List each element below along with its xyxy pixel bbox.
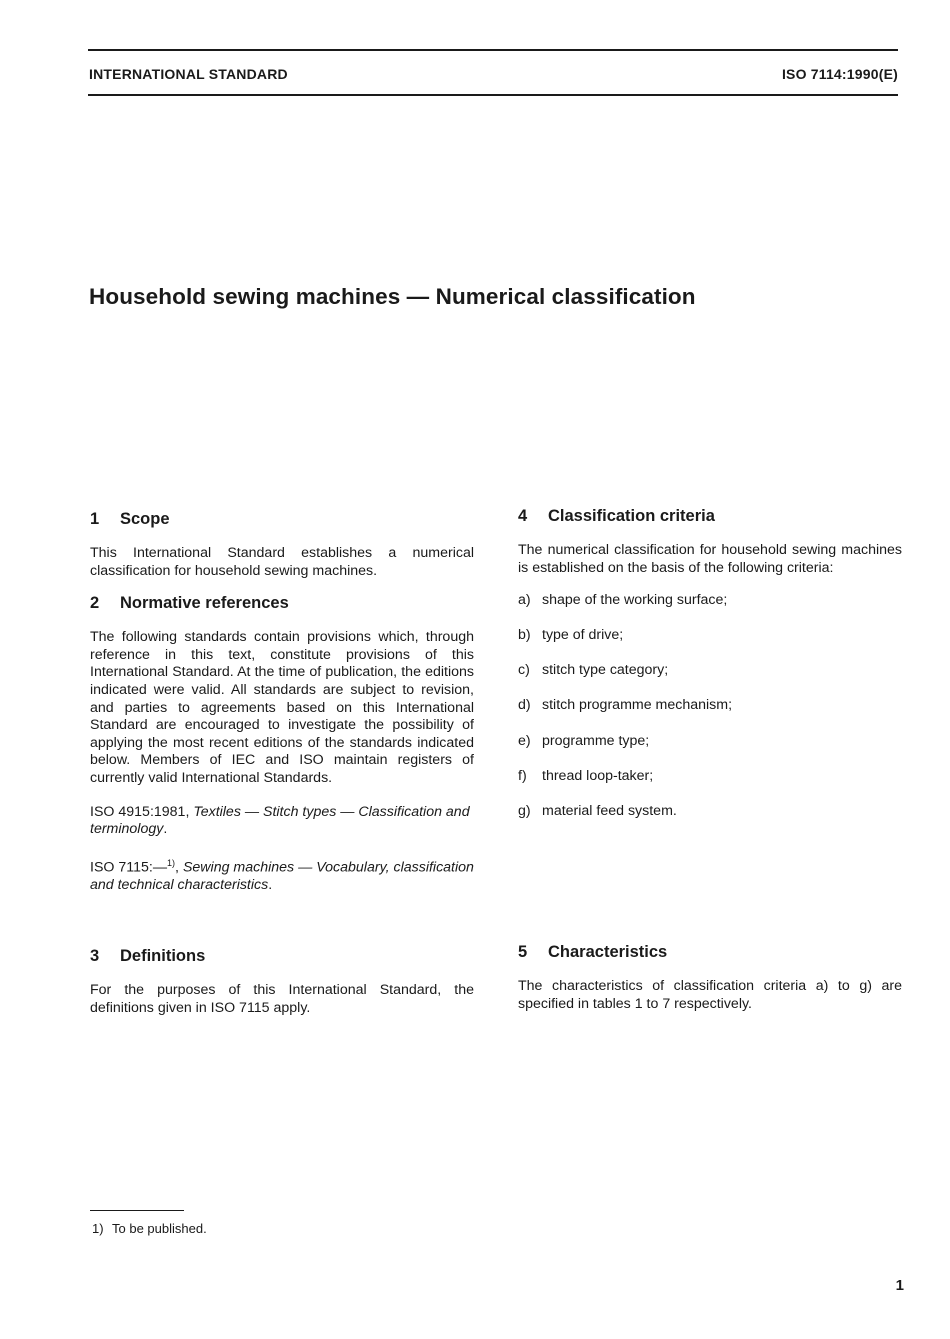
section-heading: 3 Definitions (90, 947, 206, 965)
scope-text: This International Standard establishes a numerical classification for household sewing machines. (90, 545, 474, 579)
standard-number: ISO 7114:1990(E) (781, 66, 898, 82)
header-rule-bottom (88, 94, 898, 96)
list-item: b) type of drive; (518, 627, 624, 644)
left-column (90, 510, 474, 895)
characteristics-text: The characteristics of classification criteria a) to g) are specified in tables 1 to 7 respectively. (518, 978, 902, 1012)
list-item: g) material feed system. (518, 802, 677, 819)
section-heading: 4 Classification criteria (518, 507, 715, 525)
header-rule-top (88, 49, 898, 51)
definitions-text: For the purposes of this International Standard, the definitions given in ISO 7115 apply. (90, 982, 474, 1016)
section-heading: 5 Characteristics (518, 943, 668, 961)
page-number: 1 (895, 1277, 904, 1294)
footnote-ref: 1) (167, 857, 176, 868)
reference-iso-7115: ISO 7115:—$^{1)}$, Sewing machines — Vocabulary, classification and technical characteristics. (90, 857, 474, 894)
list-item: e) programme type; (518, 732, 650, 749)
reference-title: Textiles — Stitch types — Classification and terminology (90, 803, 470, 838)
right-column (518, 507, 902, 838)
normative-text: The following standards contain provisions which, through reference in this text, constitute provisions of this International Standard. At the time of publication, the editions indicated were valid. All standards are subject to revision, and parties to agreements based on this International Standard are encouraged to investigate the possibility of applying the most recent editions of the standards indicated below. Members of IEC and ISO maintain registers of currently valid International Standards. (90, 629, 474, 786)
document-title: Household sewing machines — Numerical classification (89, 284, 696, 309)
section-heading: 2 Normative references (90, 594, 289, 613)
section-characteristics (518, 943, 902, 1013)
list-item: f) thread loop-taker; (518, 767, 654, 784)
footnote-rule (90, 1210, 184, 1211)
document-type-label: INTERNATIONAL STANDARD (89, 66, 288, 82)
section-heading: 1 Scope (90, 510, 170, 528)
criteria-text: The numerical classification for household sewing machines is established on the basis of the following criteria: (518, 542, 902, 576)
reference-title: Sewing machines — Vocabulary, classification and technical characteristics (90, 859, 474, 894)
criteria-list (518, 592, 902, 820)
section-classification-criteria (518, 507, 902, 820)
list-item: a) shape of the working surface; (518, 592, 728, 609)
footnote: 1) To be published. (92, 1221, 207, 1236)
section-normative-references (90, 594, 474, 894)
section-definitions (90, 947, 474, 1017)
list-item: c) stitch type category; (518, 662, 669, 679)
reference-iso-4915: ISO 4915:1981, Textiles — Stitch types — Classification and terminology. (90, 803, 470, 838)
list-item: d) stitch programme mechanism; (518, 697, 733, 714)
section-scope (90, 510, 474, 580)
